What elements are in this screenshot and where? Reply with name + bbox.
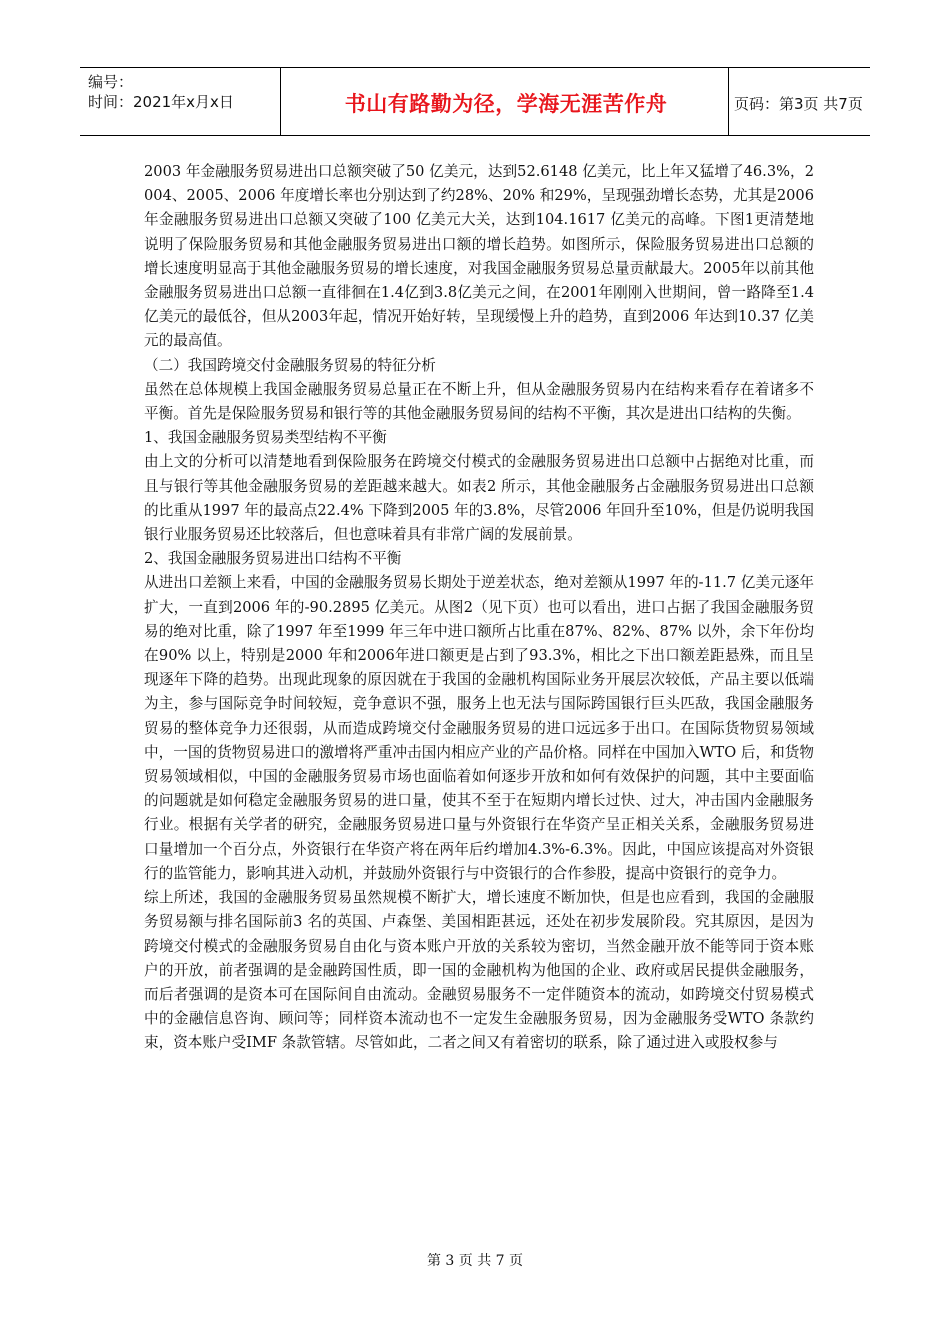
- body-paragraph: 综上所述，我国的金融服务贸易虽然规模不断扩大，增长速度不断加快，但是也应看到，我国的金融服务贸易额与排名国际前3 名的英国、卢森堡、美国相距甚远，还处在初步发展阶段。究其原因，是因为跨境交付模式的金融服务贸易自由化与资本账户开放的关系较为密切，当然金融开放不能等同于资本账户的开放，前者强调的是金融跨国性质，即一国的金融机构为他国的企业、政府或居民提供金融服务，而后者强调的是资本可在国际间自由流动。金融贸易服务不一定伴随资本的流动，如跨境交付贸易模式中的金融信息咨询、顾问等；同样资本流动也不一定发生金融服务贸易，因为金融服务受WTO 条款约束，资本账户受IMF 条款管辖。尽管如此，二者之间又有着密切的联系，除了通过进入或股权参与: [144, 889, 814, 1052]
- header-divider-left: [280, 68, 281, 135]
- header-motto: 书山有路勤为径，学海无涯苦作舟: [344, 92, 668, 116]
- header-meta: [88, 72, 288, 112]
- subsection-heading: 1、我国金融服务贸易类型结构不平衡: [144, 429, 387, 447]
- subsection-heading: 2、我国金融服务贸易进出口结构不平衡: [144, 550, 402, 568]
- page-header: [80, 67, 870, 136]
- body-paragraph: 2003 年金融服务贸易进出口总额突破了50 亿美元，达到52.6148 亿美元，比上年又猛增了46.3%，2004、2005、2006 年度增长率也分别达到了约28%、20% 和29%，呈现强劲增长态势，尤其是2006 年金融服务贸易进出口总额又突破了100 亿美元大关，达到104.1617 亿美元的高峰。下图1更清楚地说明了保险服务贸易和其他金融服务贸易进出口额的增长趋势。如图所示，保险服务贸易进出口总额的增长速度明显高于其他金融服务贸易的增长速度，对我国金融服务贸易总量贡献最大。2005年以前其他金融服务贸易进出口总额一直徘徊在1.4亿到3.8亿美元之间，在2001年刚刚入世期间，曾一路降至1.4亿美元的最低谷，但从2003年起，情况开始好转，呈现缓慢上升的趋势，直到2006 年达到10.37 亿美元的最高值。: [144, 163, 814, 350]
- page-footer: 第 3 页 共 7 页: [426, 1253, 524, 1269]
- body-paragraph: 由上文的分析可以清楚地看到保险服务在跨境交付模式的金融服务贸易进出口总额中占据绝对比重，而且与银行等其他金融服务贸易的差距越来越大。如表2 所示，其他金融服务占金融服务贸易进出口总额的比重从1997 年的最高点22.4% 下降到2005 年的3.8%，尽管2006 年回升至10%，但是仍说明我国银行业服务贸易还比较落后，但也意味着具有非常广阔的发展前景。: [144, 453, 814, 544]
- document-body: [144, 160, 814, 1056]
- body-paragraph: 从进出口差额上来看，中国的金融服务贸易长期处于逆差状态，绝对差额从1997 年的-11.7 亿美元逐年扩大，一直到2006 年的-90.2895 亿美元。从图2（见下页）也可以看出，进口占据了我国金融服务贸易的绝对比重，除了1997 年至1999 年三年中进口额所占比重在87%、82%、87% 以外，余下年份均在90% 以上，特别是2000 年和2006年进口额更是占到了93.3%，相比之下出口额差距悬殊，而且呈现逐年下降的趋势。出现此现象的原因就在于我国的金融机构国际业务开展层次较低，产品主要以低端为主，参与国际竞争时间较短，竞争意识不强，服务上也无法与国际跨国银行巨头匹敌，我国金融服务贸易的整体竞争力还很弱，从而造成跨境交付金融服务贸易的进口远远多于出口。在国际货物贸易领域中，一国的货物贸易进口的激增将严重冲击国内相应产业的产品价格。同样在中国加入WTO 后，和货物贸易领域相似，中国的金融服务贸易市场也面临着如何逐步开放和如何有效保护的问题，其中主要面临的问题就是如何稳定金融服务贸易的进口量，使其不至于在短期内增长过快、过大，冲击国内金融服务行业。根据有关学者的研究，金融服务贸易进口量与外资银行在华资产呈正相关关系，金融服务贸易进口量增加一个百分点，外资银行在华资产将在两年后约增加4.3%-6.3%。因此，中国应该提高对外资银行的监管能力，影响其进入动机，并鼓励外资银行与中资银行的合作参股，提高中资银行的竞争力。: [144, 574, 814, 882]
- body-paragraph: 虽然在总体规模上我国金融服务贸易总量正在不断上升，但从金融服务贸易内在结构来看存在着诸多不平衡。首先是保险服务贸易和银行等的其他金融服务贸易间的结构不平衡，其次是进出口结构的失衡。: [144, 380, 814, 423]
- doc-number-label: 编号：: [88, 73, 134, 91]
- doc-date-label: 时间：2021年x月x日: [88, 93, 234, 111]
- header-page-number: 页码：第3页 共7页: [734, 95, 863, 113]
- header-divider-right: [728, 68, 729, 135]
- section-heading: （二）我国跨境交付金融服务贸易的特征分析: [144, 356, 436, 374]
